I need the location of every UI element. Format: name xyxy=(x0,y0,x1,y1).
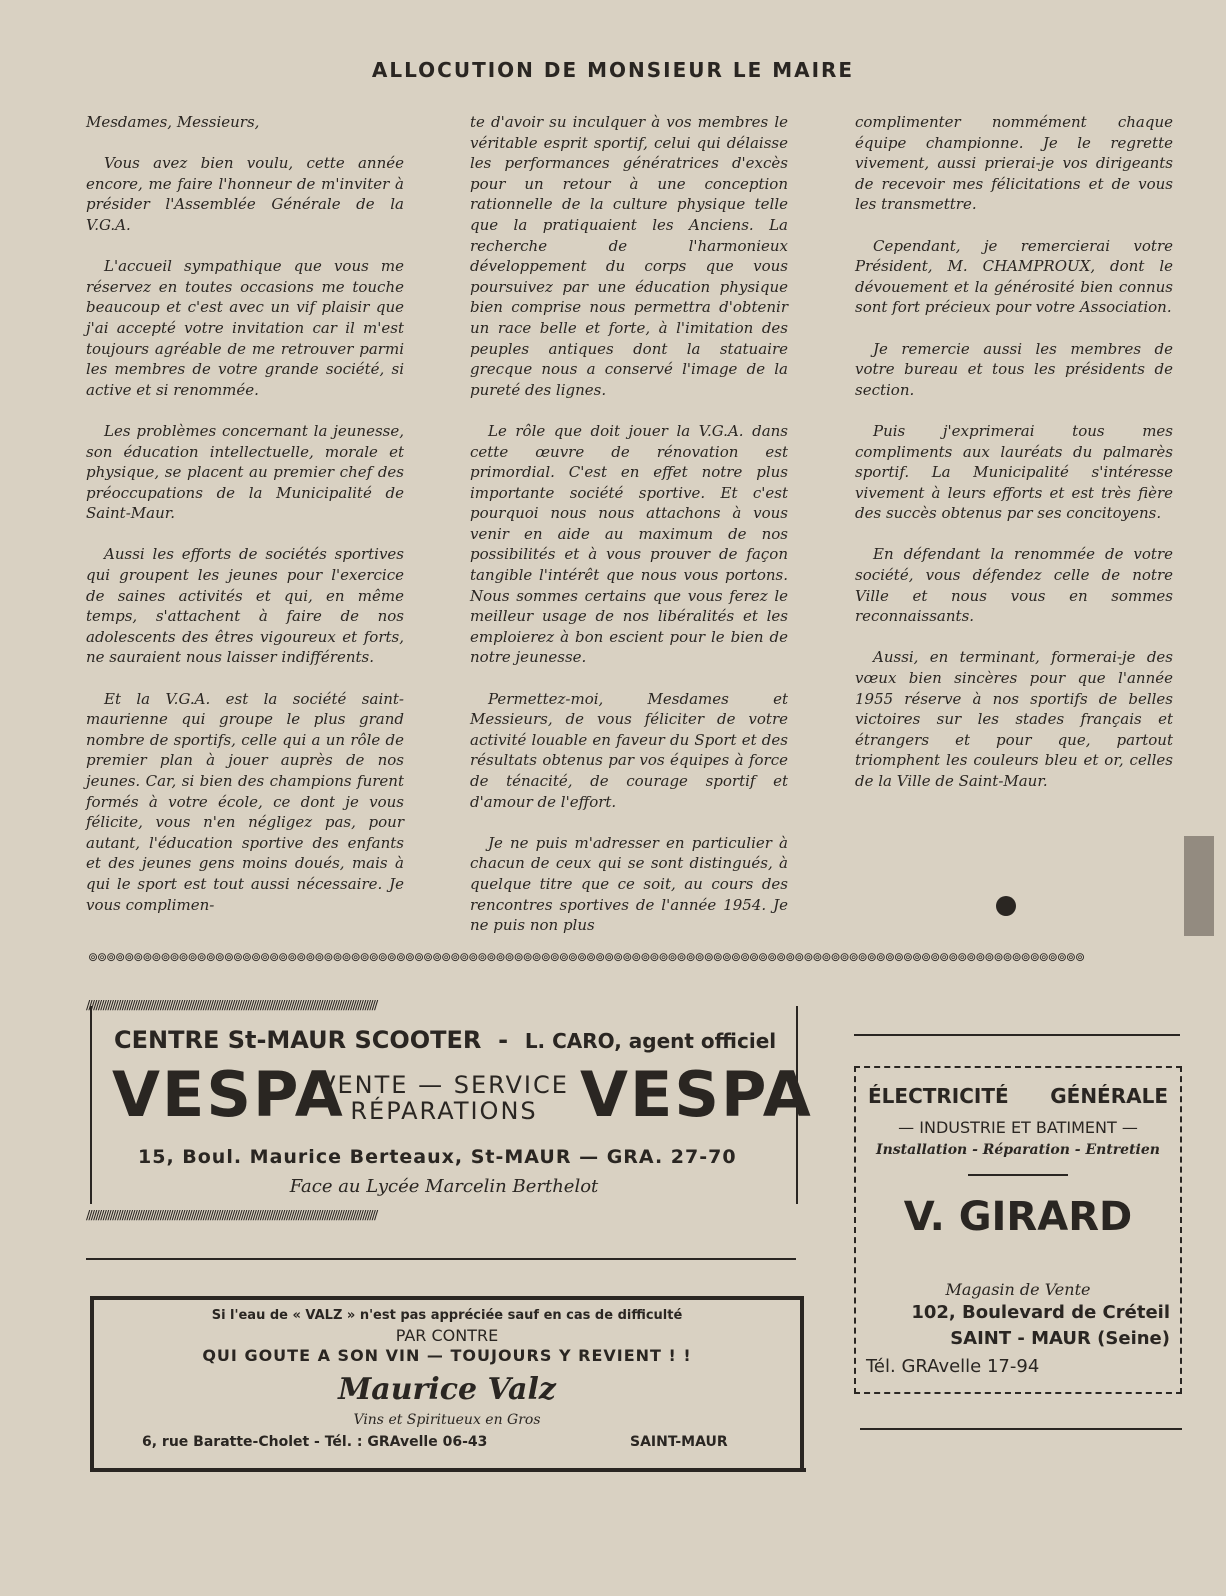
valz-trade: Vins et Spiritueux en Gros xyxy=(353,1412,541,1428)
paragraph: Le rôle que doit jouer la V.G.A. dans cette œuvre de rénovation est primordial. C'est en effet notre plus importante société sportive. Et c'est pourquoi nous nous attachons à vous venir en aide au maximum de nos possibilités et à vous prouver de façon tangible l'intérêt que nous vous portons. Nous sommes certains que vous ferez le meilleur usage de nos libéralités et les emploierez à bon escient pour le bien de notre jeunesse. xyxy=(470,421,788,667)
valz-line3: QUI GOUTE A SON VIN — TOUJOURS Y REVIENT ! ! xyxy=(202,1346,692,1365)
rule-right-top xyxy=(854,1034,1180,1036)
paragraph: Cependant, je remercierai votre Président, M. CHAMPROUX, dont le dévouement et la générosité bien connus sont fort précieux pour votre Association. xyxy=(855,236,1173,317)
valz-line2: PAR CONTRE xyxy=(395,1326,499,1345)
paragraph: Aussi les efforts de sociétés sportives qui groupent les jeunes pour l'exercice de saines activités et qui, en même temps, s'attachent à faire de nos adolescents des êtres vigoureux et forts, ne sauraient nous laisser indifférents. xyxy=(86,545,404,667)
salutation: Mesdames, Messieurs, xyxy=(86,113,260,131)
vespa-address: 15, Boul. Maurice Berteaux, St-MAUR — GRA. 27-70 xyxy=(138,1146,737,1168)
girard-shop: Magasin de Vente xyxy=(945,1280,1091,1299)
paragraph: te d'avoir su inculquer à vos membres le véritable esprit sportif, celui qui délaisse les performances génératrices d'excès pour un retour à une conception rationnelle de la culture physique telle que la pratiquaient les Anciens. La recherche de l'harmonieux développement du corps que vous poursuivez par une éducation physique bien comprise nous permettra d'obtenir un race belle et forte, à l'imitation des peuples antiques dont la statuaire grecque nous a conservé l'image de la pureté des lignes. xyxy=(470,113,788,399)
paragraph: Et la V.G.A. est la société saint-maurienne qui groupe le plus grand nombre de sportifs, celle qui a un rôle de premier plan à jouer auprès de nos jeunes. Car, si bien des champions furent formés à votre école, ce dont je vous félicite, vous n'en négligez pas, pour autant, l'éducation sportive des enfants et des jeunes gens moins doués, mais à qui le sport est tout aussi nécessaire. Je vous complimen- xyxy=(86,689,404,914)
vespa-headline xyxy=(114,1026,776,1054)
paragraph: complimenter nommément chaque équipe championne. Je le regrette vivement, aussi prierai-je vos dirigeants de recevoir mes félicitations et de vous les transmettre. xyxy=(855,113,1173,214)
rule-left xyxy=(86,1258,796,1260)
article-column-3 xyxy=(855,112,1173,812)
girard-title-left: ÉLECTRICITÉ xyxy=(868,1084,1009,1108)
article-column-1 xyxy=(86,112,404,936)
paragraph: Permettez-moi, Mesdames et Messieurs, de vous féliciter de votre activité louable en faveur du Sport et des résultats obtenus par vos équipes à force de ténacité, de courage sportif et d'amour de l'effort. xyxy=(470,689,788,811)
paragraph: Je ne puis m'adresser en particulier à chacun de ceux qui se sont distingués, à quelque titre que ce soit, au cours des rencontres sportives de l'année 1954. Je ne puis non plus xyxy=(470,833,788,935)
girard-advertisement xyxy=(854,1066,1182,1394)
girard-city: SAINT - MAUR (Seine) xyxy=(950,1328,1170,1349)
vespa-location: Face au Lycée Marcelin Berthelot xyxy=(289,1176,599,1197)
girard-phone: Tél. GRAvelle 17-94 xyxy=(866,1356,1040,1377)
vespa-dash: - xyxy=(498,1026,509,1054)
rule-right-bottom xyxy=(860,1428,1182,1430)
vespa-agent: L. CARO, agent officiel xyxy=(524,1029,777,1053)
valz-advertisement xyxy=(90,1296,804,1472)
vespa-services xyxy=(304,1072,584,1124)
vespa-advertisement xyxy=(90,1006,813,1204)
paragraph: L'accueil sympathique que vous me réservez en toutes occasions me touche beaucoup et c'est avec un vif plaisir que j'ai accepté votre invitation car il m'est toujours agréable de me retrouver parmi les membres de votre grande société, si active et si renommée. xyxy=(86,257,404,399)
paragraph: Les problèmes concernant la jeunesse, son éducation intellectuelle, morale et physique, se placent au premier chef des préoccupations de la Municipalité de Saint-Maur. xyxy=(86,421,404,523)
girard-name: V. GIRARD xyxy=(903,1194,1133,1240)
vespa-logo-left: VESPA xyxy=(112,1058,345,1131)
valz-name: Maurice Valz xyxy=(338,1372,556,1407)
girard-services: Installation - Réparation - Entretien xyxy=(876,1142,1160,1158)
end-mark-dot xyxy=(996,896,1016,916)
vespa-shop-name: CENTRE St-MAUR SCOOTER xyxy=(114,1026,482,1054)
paragraph: Aussi, en terminant, formerai-je des vœux bien sincères pour que l'année 1955 réserve à nos sportifs de belles victoires sur les stades français et étrangers et pour que, partout triomphent les couleurs bleu et or, celles de la Ville de Saint-Maur. xyxy=(855,648,1173,790)
page-title: ALLOCUTION DE MONSIEUR LE MAIRE xyxy=(371,58,855,82)
wave-border-bottom: ∕∕∕∕∕∕∕∕∕∕∕∕∕∕∕∕∕∕∕∕∕∕∕∕∕∕∕∕∕∕∕∕∕∕∕∕∕∕∕∕∕∕∕∕∕∕∕∕∕∕∕∕∕∕∕∕∕∕∕∕∕∕∕∕∕∕∕∕∕∕∕∕∕∕∕∕∕∕∕∕∕∕∕∕∕∕∕∕∕∕∕∕∕∕∕∕∕∕∕∕∕∕∕∕∕∕∕∕∕∕∕∕∕∕∕∕∕∕∕∕∕∕ xyxy=(86,1210,377,1222)
wave-border-top: ∕∕∕∕∕∕∕∕∕∕∕∕∕∕∕∕∕∕∕∕∕∕∕∕∕∕∕∕∕∕∕∕∕∕∕∕∕∕∕∕∕∕∕∕∕∕∕∕∕∕∕∕∕∕∕∕∕∕∕∕∕∕∕∕∕∕∕∕∕∕∕∕∕∕∕∕∕∕∕∕∕∕∕∕∕∕∕∕∕∕∕∕∕∕∕∕∕∕∕∕∕∕∕∕∕∕∕∕∕∕∕∕∕∕∕∕∕∕∕∕∕∕ xyxy=(86,1000,377,1012)
paragraph: Vous avez bien voulu, cette année encore, me faire l'honneur de m'inviter à présider l'Assemblée Générale de la V.G.A. xyxy=(86,154,404,234)
paragraph: Puis j'exprimerai tous mes compliments aux lauréats du palmarès sportif. La Municipalité s'intéresse vivement à leurs efforts et est très fière des succès obtenus par ses concitoyens. xyxy=(855,421,1173,523)
girard-title-right: GÉNÉRALE xyxy=(1050,1084,1168,1108)
valz-shadow xyxy=(90,1468,806,1472)
valz-address: 6, rue Baratte-Cholet - Tél. : GRAvelle 06-43 xyxy=(142,1434,488,1450)
article-column-2 xyxy=(470,112,788,956)
page-edge-stain xyxy=(1184,836,1214,936)
paragraph: En défendant la renommée de votre société, vous défendez celle de notre Ville et nous vous en sommes reconnaissants. xyxy=(855,545,1173,626)
girard-subtitle: — INDUSTRIE ET BATIMENT — xyxy=(898,1118,1138,1137)
paragraph: Je remercie aussi les membres de votre bureau et tous les présidents de section. xyxy=(855,339,1173,399)
valz-line1: Si l'eau de « VALZ » n'est pas appréciée sauf en cas de difficulté xyxy=(211,1308,683,1323)
ornamental-divider: ⊚⊚⊚⊚⊚⊚⊚⊚⊚⊚⊚⊚⊚⊚⊚⊚⊚⊚⊚⊚⊚⊚⊚⊚⊚⊚⊚⊚⊚⊚⊚⊚⊚⊚⊚⊚⊚⊚⊚⊚⊚⊚⊚⊚⊚⊚⊚⊚⊚⊚⊚⊚⊚⊚⊚⊚⊚⊚⊚⊚⊚⊚⊚⊚⊚⊚⊚⊚⊚⊚⊚⊚⊚⊚⊚⊚⊚⊚⊚⊚⊚⊚⊚⊚⊚⊚⊚⊚⊚⊚⊚⊚⊚⊚⊚⊚⊚⊚⊚⊚⊚⊚⊚⊚⊚⊚⊚⊚⊚⊚ xyxy=(88,950,1085,964)
girard-address: 102, Boulevard de Créteil xyxy=(911,1302,1170,1323)
vespa-logo-right: VESPA xyxy=(580,1058,813,1131)
vespa-services-line2: RÉPARATIONS xyxy=(350,1097,538,1125)
valz-city: SAINT-MAUR xyxy=(630,1434,728,1450)
vespa-services-line1: VENTE — SERVICE xyxy=(319,1071,569,1099)
girard-separator xyxy=(968,1174,1068,1176)
